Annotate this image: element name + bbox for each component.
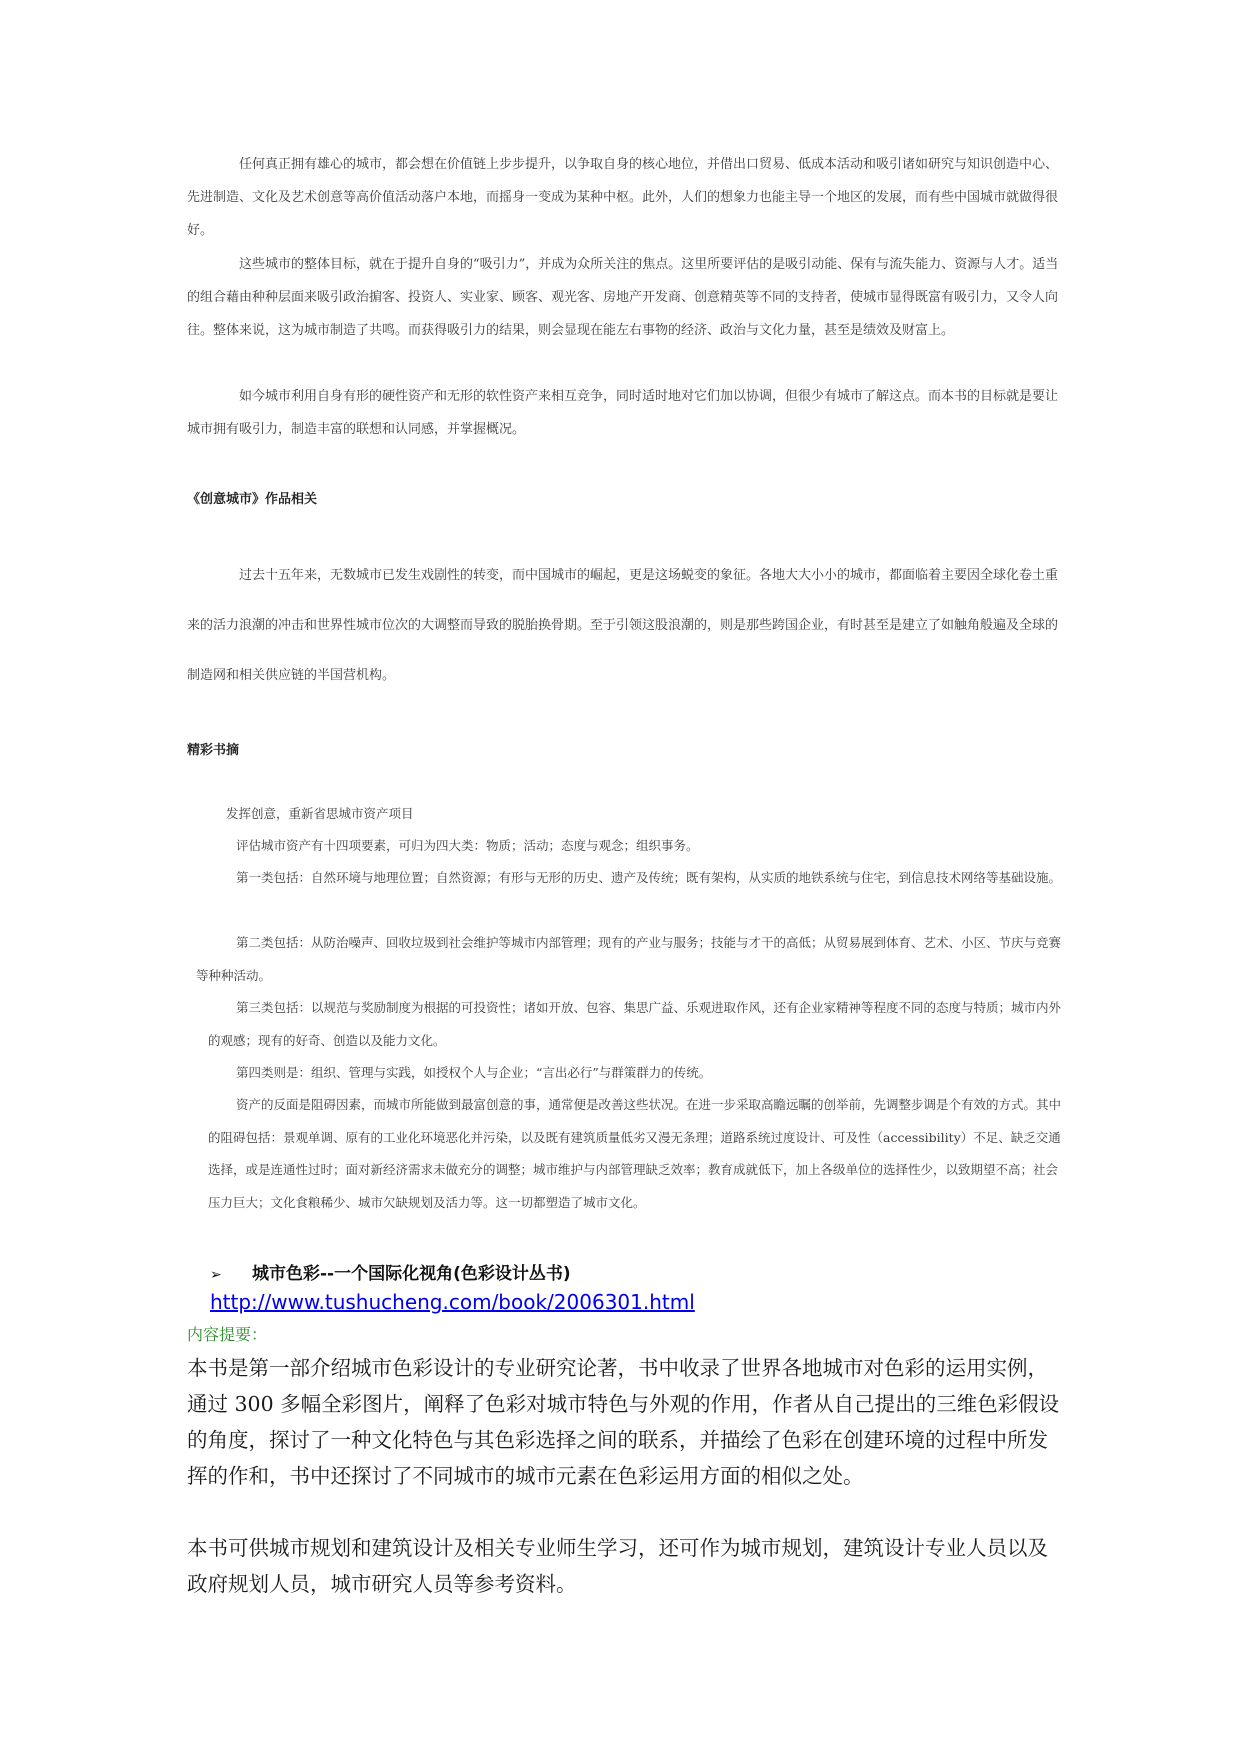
excerpt-paragraph-2 <box>196 862 1068 895</box>
excerpt-paragraph-6-text: 资产的反面是阻碍因素，而城市所能做到最富创意的事，通常便是改善这些状况。在进一步采取高瞻远瞩的创举前，先调整步调是个有效的方式。其中的阻碍包括：景观单调、原有的工业化环境恶化并污染，以及既有建筑质量低劣又漫无条理；道路系统过度设计、可及性（accessibility）不足、缺乏交通选择，或是连通性过时；面对新经济需求未做充分的调整；城市维护与内部管理缺乏效率；教育成就低下，加上各级单位的选择性少，以致期望不高；社会压力巨大；文化食粮稀少、城市欠缺规划及活力等。这一切都塑造了城市文化。 <box>208 1097 1062 1210</box>
related-paragraph-text: 过去十五年来，无数城市已发生戏剧性的转变，而中国城市的崛起，更是这场蜕变的象征。各地大大小小的城市，都面临着主要因全球化卷土重来的活力浪潮的冲击和世界性城市位次的大调整而导致的脱胎换骨期。至于引领这股浪潮的，则是那些跨国企业，有时甚至是建立了如触角般遍及全球的制造网和相关供应链的半国营机构。 <box>187 568 1059 683</box>
excerpt-paragraph-4 <box>208 992 1064 1057</box>
book-title-line <box>210 1259 571 1284</box>
summary-paragraph-2: 本书可供城市规划和建筑设计及相关专业师生学习，还可作为城市规划，建筑设计专业人员以及政府规划人员，城市研究人员等参考资料。 <box>187 1536 1048 1596</box>
related-paragraph <box>187 551 1067 701</box>
book-title: 城市色彩--一个国际化视角(色彩设计丛书) <box>252 1264 571 1284</box>
summary-paragraph-1: 本书是第一部介绍城市色彩设计的专业研究论著，书中收录了世界各地城市对色彩的运用实例，通过 300 多幅全彩图片，阐释了色彩对城市特色与外观的作用，作者从自己提出的三维色彩假设的角度，探讨了一种文化特色与其色彩选择之间的联系，并描绘了色彩在创建环境的过程中所发挥的作和，书中还探讨了不同城市的城市元素在色彩运用方面的相似之处。 <box>187 1356 1060 1488</box>
excerpt-paragraph-5 <box>208 1057 1064 1090</box>
excerpt-title-text: 发挥创意，重新省思城市资产项目 <box>226 806 414 821</box>
intro-paragraph-2 <box>187 248 1062 347</box>
intro-paragraph-3 <box>187 380 1062 446</box>
excerpt-paragraph-2-text: 第一类包括：自然环境与地理位置；自然资源；有形与无形的历史、遗产及传统；既有架构，从实质的地铁系统与住宅，到信息技术网络等基础设施。 <box>236 870 1062 885</box>
excerpt-paragraph-6 <box>208 1089 1064 1219</box>
excerpt-title <box>196 798 1068 831</box>
summary-label: 内容提要： <box>187 1325 268 1344</box>
excerpt-paragraph-3-text: 第二类包括：从防治噪声、回收垃圾到社会维护等城市内部管理；现有的产业与服务；技能与才干的高低；从贸易展到体育、艺术、小区、节庆与竞赛等种种活动。 <box>196 935 1062 983</box>
excerpt-paragraph-4-text: 第三类包括：以规范与奖励制度为根据的可投资性；诸如开放、包容、集思广益、乐观进取作风，还有企业家精神等程度不同的态度与特质；城市内外的观感；现有的好奇、创造以及能力文化。 <box>208 1000 1062 1048</box>
intro-paragraph-3-text: 如今城市利用自身有形的硬性资产和无形的软性资产来相互竞争，同时适时地对它们加以协调，但很少有城市了解这点。而本书的目标就是要让城市拥有吸引力，制造丰富的联想和认同感，并掌握概况。 <box>187 389 1059 437</box>
excerpt-paragraph-3 <box>196 927 1068 992</box>
intro-paragraph-1-text: 任何真正拥有雄心的城市，都会想在价值链上步步提升，以争取自身的核心地位，并借出口贸易、低成本活动和吸引诸如研究与知识创造中心、先进制造、文化及艺术创意等高价值活动落户本地，而摇身一变成为某种中枢。此外，人们的想象力也能主导一个地区的发展，而有些中国城市就做得很好。 <box>187 157 1059 238</box>
intro-paragraph-2-text: 这些城市的整体目标，就在于提升自身的“吸引力”，并成为众所关注的焦点。这里所要评估的是吸引动能、保有与流失能力、资源与人才。适当的组合藉由种种层面来吸引政治掮客、投资人、实业家、顾客、观光客、房地产开发商、创意精英等不同的支持者，使城市显得既富有吸引力，又令人向往。整体来说，这为城市制造了共鸣。而获得吸引力的结果，则会显现在能左右事物的经济、政治与文化力量，甚至是绩效及财富上。 <box>187 257 1059 338</box>
excerpt-paragraph-5-text: 第四类则是：组织、管理与实践，如授权个人与企业；“言出必行”与群策群力的传统。 <box>236 1065 712 1080</box>
excerpt-paragraph-1-text: 评估城市资产有十四项要素，可归为四大类：物质；活动；态度与观念；组织事务。 <box>236 838 699 853</box>
excerpt-paragraph-1 <box>196 830 1068 863</box>
book-link[interactable]: http://www.tushucheng.com/book/2006301.html <box>210 1290 695 1314</box>
arrow-bullet-icon: ➢ <box>210 1267 222 1283</box>
related-heading: 《创意城市》作品相关 <box>187 492 318 507</box>
intro-paragraph-1 <box>187 148 1062 247</box>
excerpt-heading: 精彩书摘 <box>187 743 240 758</box>
